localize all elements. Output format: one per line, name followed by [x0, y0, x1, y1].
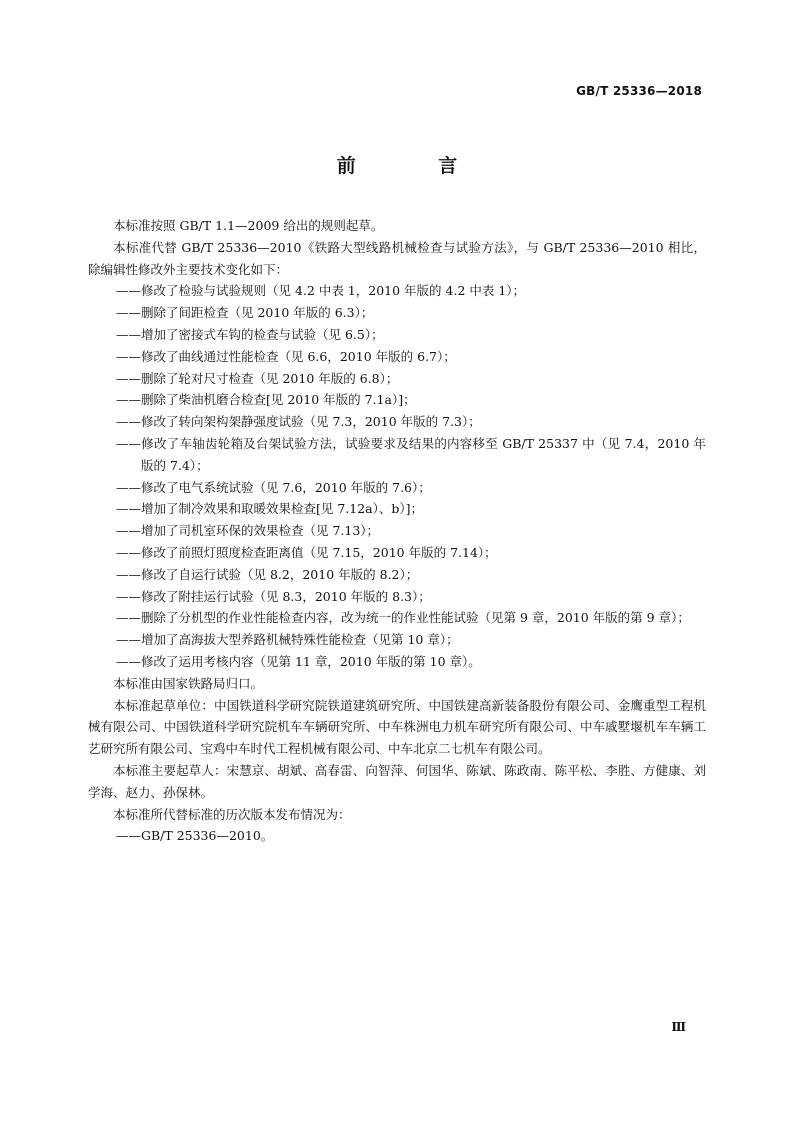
change-item: ——修改了前照灯照度检查距离值（见 7.15，2010 年版的 7.14）；: [116, 544, 497, 560]
intro-paragraph-2: 本标准代替 GB/T 25336—2010《铁路大型线路机械检查与试验方法》，与 GB/T 25336—2010 相比，除编辑性修改外主要技术变化如下：: [88, 239, 706, 277]
change-item: ——删除了分机型的作业性能检查内容，改为统一的作业性能试验（见第 9 章，2010 年版的第 9 章）；: [116, 610, 690, 626]
change-item: ——修改了车轴齿轮箱及台架试验方法，试验要求及结果的内容移至 GB/T 25337 中（见 7.4，2010 年版的 7.4）；: [116, 435, 706, 473]
change-item: ——删除了间距检查（见 2010 年版的 6.3）；: [116, 305, 374, 321]
change-item: ——修改了转向架构架静强度试验（见 7.3，2010 年版的 7.3）；: [116, 414, 481, 430]
drafting-units-paragraph: 本标准起草单位：中国铁道科学研究院铁道建筑研究所、中国铁建高新装备股份有限公司、金鹰重型工程机械有限公司、中国铁道科学研究院机车车辆研究所、中车株洲电力机车研究所有限公司、中车戚墅堰机车车辆工艺研究所有限公司、宝鸡中车时代工程机械有限公司、中车北京二七机车有限公司。: [88, 697, 706, 757]
intro-paragraph-1: 本标准按照 GB/T 1.1—2009 给出的规则起草。: [113, 218, 384, 233]
change-item: ——删除了轮对尺寸检查（见 2010 年版的 6.8）；: [116, 370, 399, 386]
document-code-header: GB/T 25336—2018: [576, 84, 702, 98]
change-item: ——删除了柴油机磨合检查[见 2010 年版的 7.1a）]；: [116, 392, 416, 408]
history-item: ——GB/T 25336—2010。: [116, 828, 274, 844]
page-title: 前 言: [336, 155, 496, 177]
change-item: ——增加了密接式车钩的检查与试验（见 6.5）；: [116, 326, 384, 342]
change-item: ——修改了运用考核内容（见第 11 章，2010 年版的第 10 章）。: [116, 653, 481, 669]
history-label: 本标准所代替标准的历次版本发布情况为：: [113, 806, 351, 822]
change-item: ——增加了制冷效果和取暖效果检查[见 7.12a）、b）]；: [116, 501, 424, 517]
change-list: [88, 280, 706, 672]
change-item: ——修改了自运行试验（见 8.2，2010 年版的 8.2）；: [116, 566, 419, 582]
change-item: ——修改了附挂运行试验（见 8.3，2010 年版的 8.3）；: [116, 588, 431, 604]
drafters-paragraph: 本标准主要起草人：宋慧京、胡斌、高春雷、向智萍、何国华、陈斌、陈政南、陈平松、李胜、方健康、刘学海、赵力、孙保林。: [88, 762, 706, 800]
authority-paragraph: 本标准由国家铁路局归口。: [113, 675, 264, 691]
foreword-body: [88, 215, 706, 847]
change-item: ——修改了检验与试验规则（见 4.2 中表 1，2010 年版的 4.2 中表 1）；: [116, 283, 526, 299]
change-item: ——修改了曲线通过性能检查（见 6.6，2010 年版的 6.7）；: [116, 348, 456, 364]
page-number: Ⅲ: [671, 1020, 686, 1034]
change-item: ——修改了电气系统试验（见 7.6，2010 年版的 7.6）；: [116, 479, 431, 495]
change-item: ——增加了司机室环保的效果检查（见 7.13）；: [116, 523, 380, 539]
change-item: ——增加了高海拔大型养路机械特殊性能检查（见第 10 章）；: [116, 632, 459, 648]
